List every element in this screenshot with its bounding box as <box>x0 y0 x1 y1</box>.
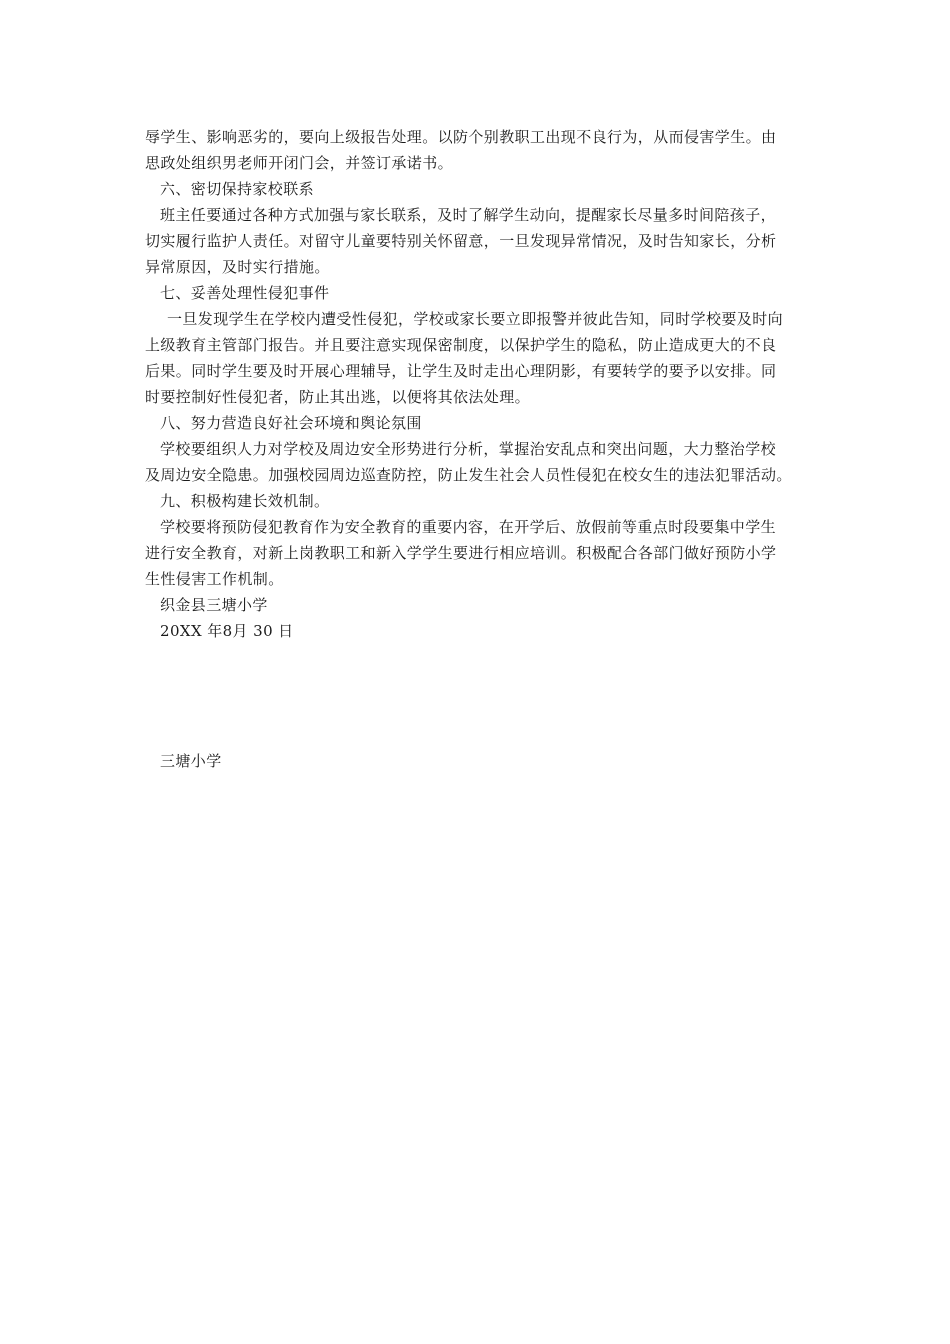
paragraph-line: 异常原因，及时实行措施。 <box>145 258 330 276</box>
paragraph-line: 思政处组织男老师开闭门会，并签订承诺书。 <box>145 154 454 172</box>
paragraph-line: 上级教育主管部门报告。并且要注意实现保密制度，以保护学生的隐私，防止造成更大的不良 <box>145 336 777 354</box>
section-heading-8: 八、努力营造良好社会环境和舆论氛围 <box>160 414 422 432</box>
section-heading-7: 七、妥善处理性侵犯事件 <box>160 284 330 302</box>
footer-school-name: 三塘小学 <box>160 752 222 770</box>
paragraph-line: 学校要将预防侵犯教育作为安全教育的重要内容，在开学后、放假前等重点时段要集中学生 <box>160 518 777 536</box>
paragraph-line: 班主任要通过各种方式加强与家长联系，及时了解学生动向，提醒家长尽量多时间陪孩子， <box>160 206 777 224</box>
signature-date: 20XX 年8月 30 日 <box>160 622 294 640</box>
signature-school: 织金县三塘小学 <box>160 596 268 614</box>
paragraph-line: 时要控制好性侵犯者，防止其出逃，以便将其依法处理。 <box>145 388 531 406</box>
paragraph-line: 生性侵害工作机制。 <box>145 570 284 588</box>
paragraph-line: 辱学生、影响恶劣的，要向上级报告处理。以防个别教职工出现不良行为，从而侵害学生。由 <box>145 128 777 146</box>
section-heading-9: 九、积极构建长效机制。 <box>160 492 330 510</box>
section-heading-6: 六、密切保持家校联系 <box>160 180 315 198</box>
paragraph-line: 进行安全教育，对新上岗教职工和新入学学生要进行相应培训。积极配合各部门做好预防小学 <box>145 544 777 562</box>
paragraph-line: 一旦发现学生在学校内遭受性侵犯，学校或家长要立即报警并彼此告知，同时学校要及时向 <box>167 310 784 328</box>
paragraph-line: 切实履行监护人责任。对留守儿童要特别关怀留意，一旦发现异常情况，及时告知家长，分析 <box>145 232 777 250</box>
paragraph-line: 后果。同时学生要及时开展心理辅导，让学生及时走出心理阴影，有要转学的要予以安排。同 <box>145 362 777 380</box>
document-page <box>145 124 809 774</box>
blank-space <box>145 644 809 748</box>
paragraph-line: 及周边安全隐患。加强校园周边巡查防控，防止发生社会人员性侵犯在校女生的违法犯罪活动。 <box>145 466 792 484</box>
paragraph-line: 学校要组织人力对学校及周边安全形势进行分析，掌握治安乱点和突出问题，大力整治学校 <box>160 440 777 458</box>
